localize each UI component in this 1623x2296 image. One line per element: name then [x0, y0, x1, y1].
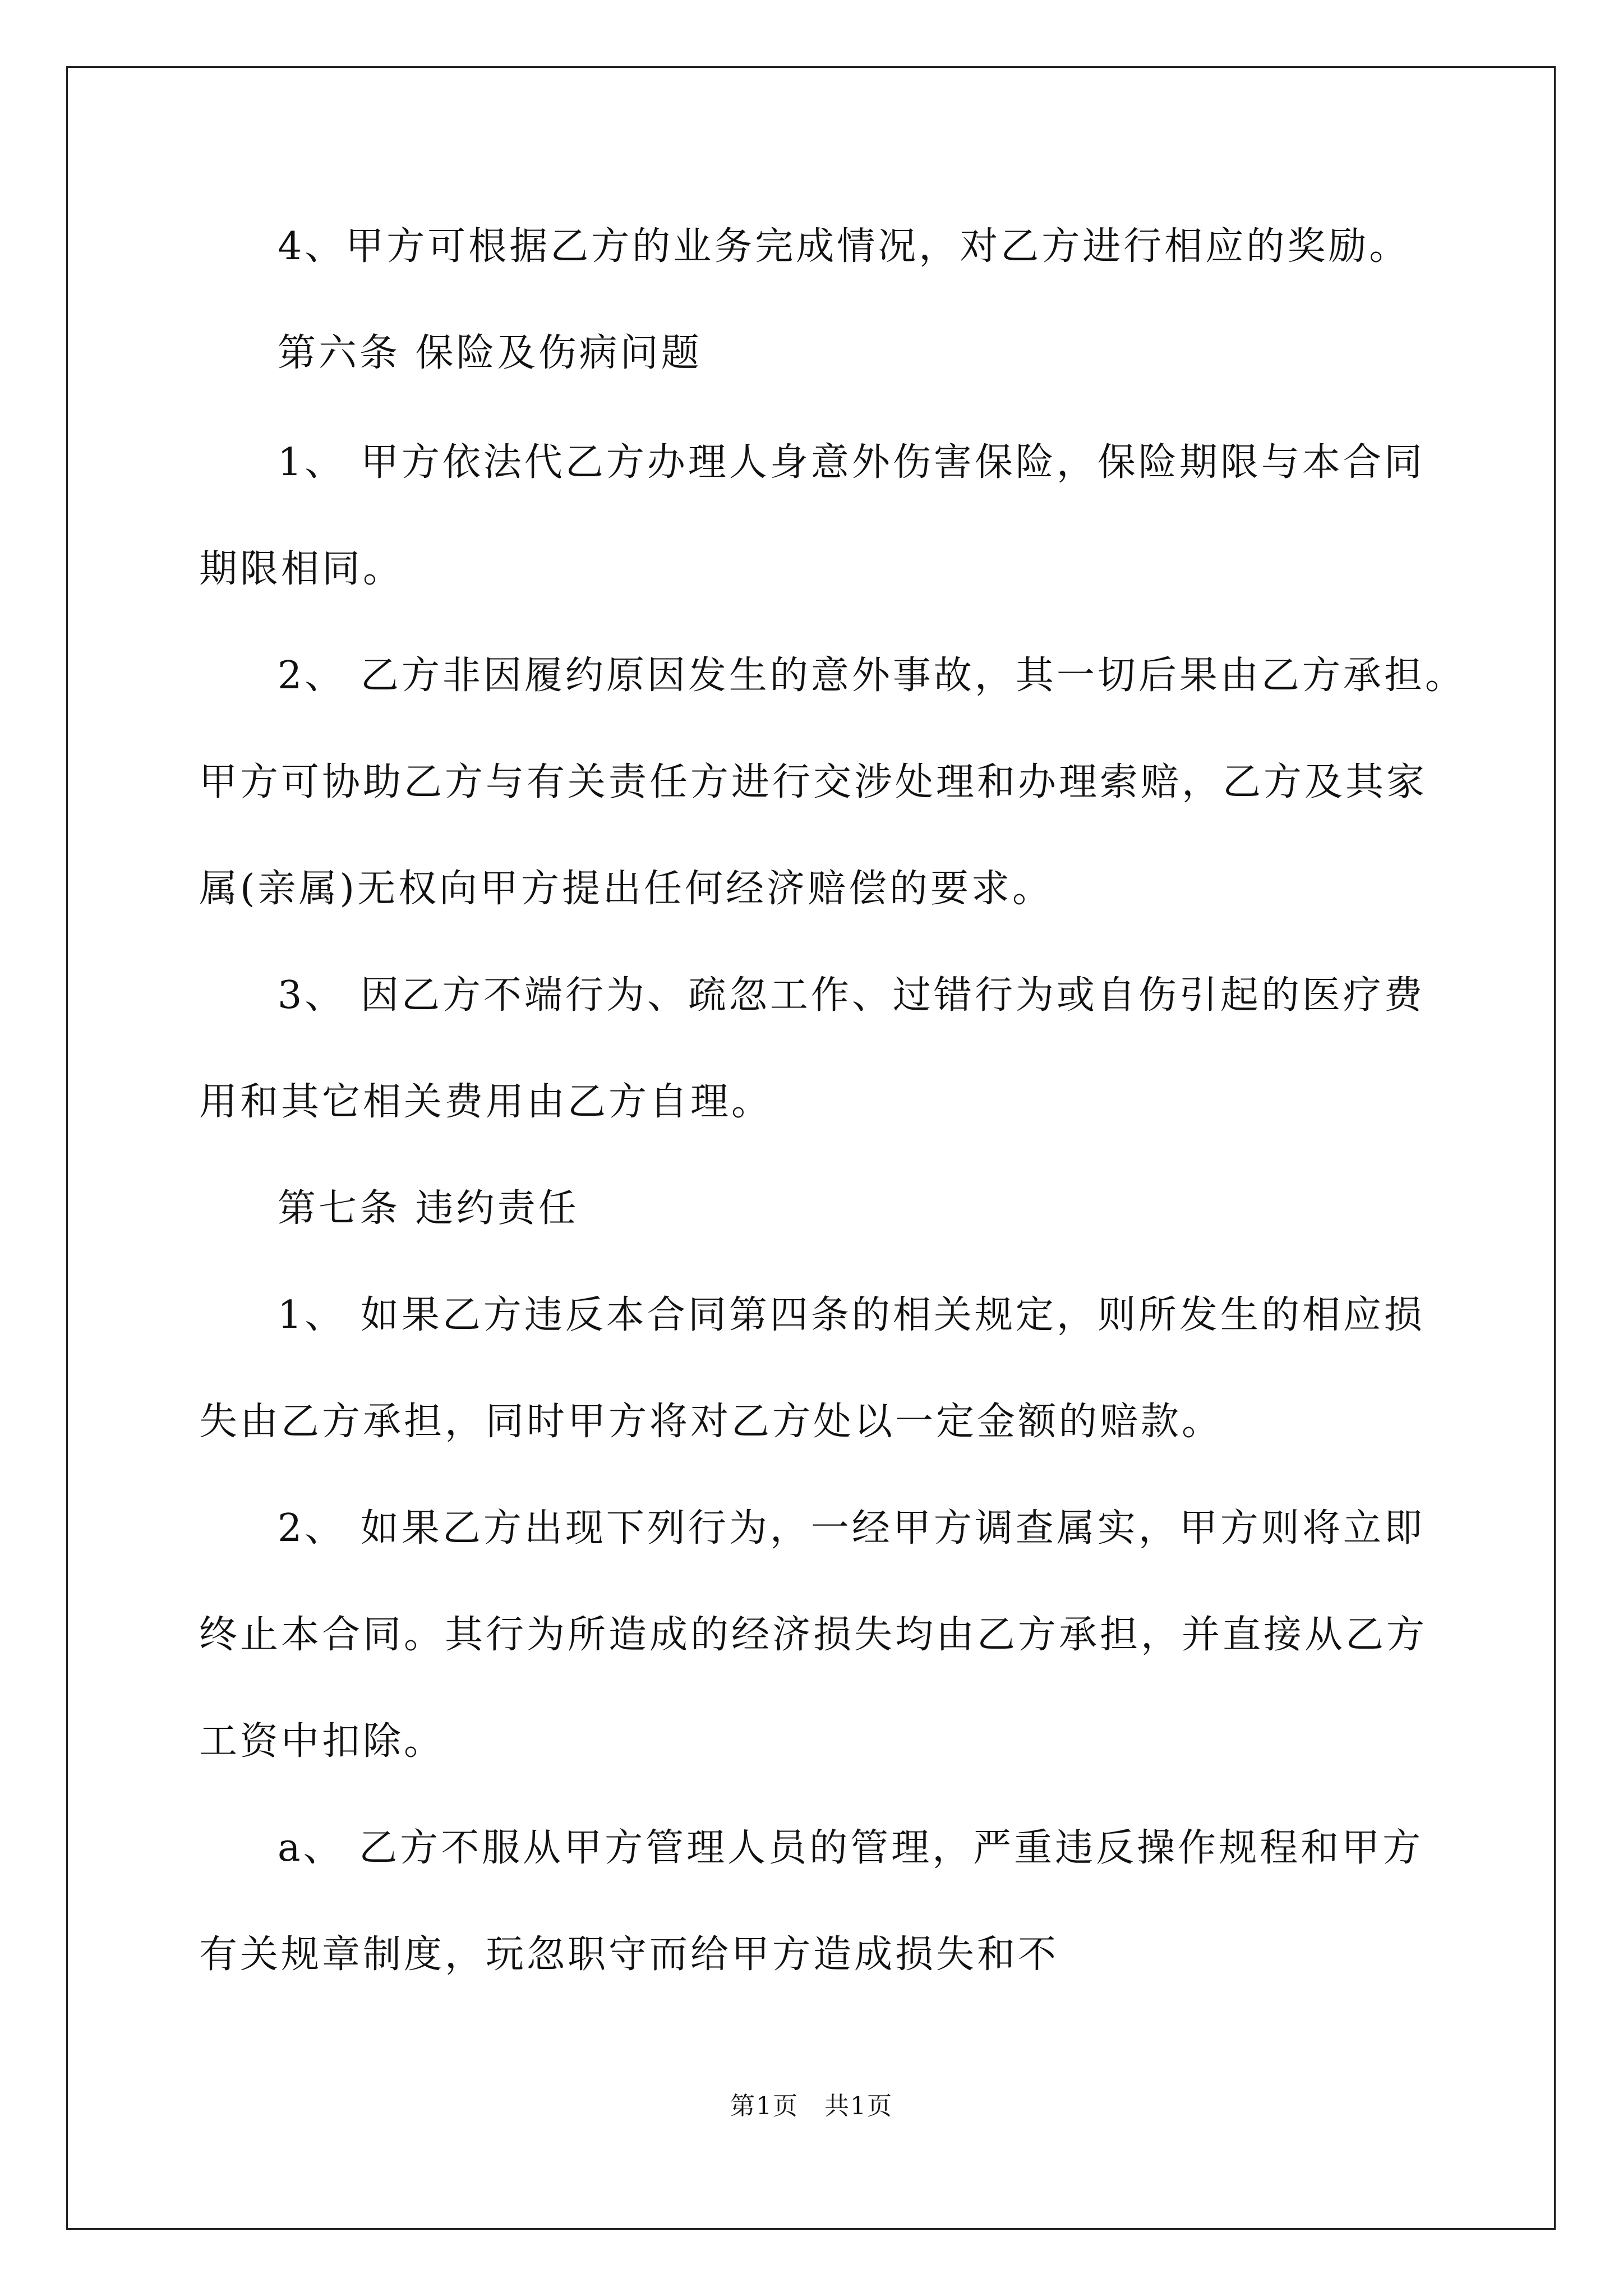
section-heading: 第六条 保险及伤病问题 — [278, 331, 702, 375]
section-heading: 第七条 违约责任 — [278, 1186, 579, 1231]
paragraph-line: 期限相同。 — [199, 547, 404, 591]
paragraph-line: 4、甲方可根据乙方的业务完成情况，对乙方进行相应的奖励。 — [278, 224, 1410, 269]
paragraph-line: 用和其它相关费用由乙方自理。 — [199, 1080, 773, 1124]
paragraph-line: 终止本合同。其行为所造成的经济损失均由乙方承担，并直接从乙方 — [199, 1613, 1428, 1657]
paragraph-line: a、 乙方不服从甲方管理人员的管理，严重违反操作规程和甲方 — [278, 1826, 1424, 1870]
paragraph-line: 2、 如果乙方出现下列行为，一经甲方调查属实，甲方则将立即 — [278, 1506, 1425, 1550]
paragraph-line: 有关规章制度，玩忽职守而给甲方造成损失和不 — [199, 1932, 1059, 1977]
paragraph-line: 工资中扣除。 — [199, 1719, 445, 1764]
paragraph-line: 失由乙方承担，同时甲方将对乙方处以一定金额的赔款。 — [199, 1400, 1223, 1444]
page-number-footer: 第1页 共1页 — [730, 2092, 893, 2120]
paragraph-line: 1、 甲方依法代乙方办理人身意外伤害保险，保险期限与本合同 — [278, 440, 1425, 485]
paragraph-line: 甲方可协助乙方与有关责任方进行交涉处理和办理索赔，乙方及其家 — [199, 760, 1428, 804]
paragraph-line: 1、 如果乙方违反本合同第四条的相关规定，则所发生的相应损 — [278, 1293, 1425, 1337]
paragraph-line: 3、 因乙方不端行为、疏忽工作、过错行为或自伤引起的医疗费 — [278, 973, 1425, 1018]
paragraph-line: 属(亲属)无权向甲方提出任何经济赔偿的要求。 — [199, 867, 1054, 911]
paragraph-line: 2、 乙方非因履约原因发生的意外事故，其一切后果由乙方承担。 — [278, 654, 1466, 698]
page-border — [66, 66, 1556, 2230]
